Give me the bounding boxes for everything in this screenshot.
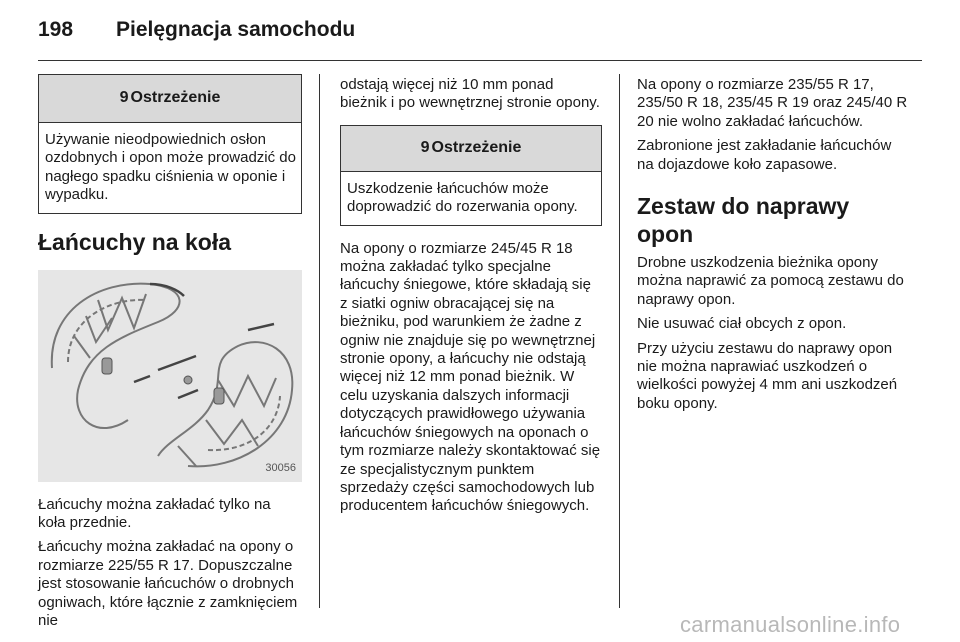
page-title: Pielęgnacja samochodu [116, 18, 356, 41]
page-header [38, 14, 922, 64]
paragraph: Nie usuwać ciał obcych z opon. [637, 315, 847, 333]
warning-text: Używanie nieodpowiednich osłon ozdobnych i opon może prowadzić do nagłego spadku ciśnienia w oponie i wypadku. [45, 131, 296, 204]
warning-title: Ostrzeżenie [130, 89, 221, 107]
paragraph: Na opony o rozmiarze 245/45 R 18 można zakładać tylko specjalne łańcuchy śniegowe, które składają się z siatki ogniw obracającej się na bieżniku, pod warunkiem że żadne z ogniw nie znajduje się po wewnętrznej stronie opony, a łańcuchy nie odstają więcej niż 12 mm ponad bieżnik. W celu uzyskania dalszych informacji dotyczących prawidłowego używania łańcuchów śniegowych na oponach o tym rozmiarze należy skontaktować się ze specjalistycznym punktem sprzedaży części samochodowych lub producentem łańcuchów śniegowych. [340, 239, 601, 515]
warning-triangle-icon: 9 [119, 89, 129, 107]
paragraph: Łańcuchy można zakładać na opony o rozmiarze 225/55 R 17. Dopuszczalne jest stosowanie łańcuchów o drobnych ogniwach, które łącznie z zamknięciem nie [38, 538, 298, 630]
figure-code: 30056 [265, 462, 296, 475]
section-heading-tyre-repair-kit: Zestaw do naprawy opon [637, 193, 850, 248]
warning-title: Ostrzeżenie [431, 139, 522, 157]
warning-box [340, 125, 602, 226]
column-3 [637, 76, 911, 419]
column-2 [340, 76, 602, 522]
paragraph: Drobne uszkodzenia bieżnika opony można naprawić za pomocą zestawu do naprawy opon. [637, 254, 904, 308]
column-divider-2 [619, 74, 620, 608]
snow-chains-illustration [38, 270, 302, 482]
paragraph: Łańcuchy można zakładać tylko na koła przednie. [38, 495, 271, 532]
section-heading-snow-chains: Łańcuchy na koła [38, 228, 232, 255]
column-divider-1 [319, 74, 320, 608]
warning-triangle-icon: 9 [420, 139, 430, 157]
header-divider [38, 60, 922, 61]
page-number: 198 [38, 18, 74, 41]
warning-header [341, 126, 601, 172]
paragraph: Przy użyciu zestawu do naprawy opon nie można naprawiać uszkodzeń o wielkości powyżej 4 mm ani uszkodzeń boku opony. [637, 339, 898, 412]
paragraph: Zabronione jest zakładanie łańcuchów na dojazdowe koło zapasowe. [637, 137, 892, 173]
paragraph: Na opony o rozmiarze 235/55 R 17, 235/50 R 18, 235/45 R 19 oraz 245/40 R 20 nie wolno zakładać łańcuchów. [637, 76, 908, 130]
watermark: carmanualsonline.info [680, 612, 901, 637]
snow-chain-drawing [38, 270, 302, 482]
warning-box [38, 74, 302, 214]
warning-header [39, 75, 301, 123]
column-1 [38, 74, 302, 636]
warning-text: Uszkodzenie łańcuchów może doprowadzić do rozerwania opony. [347, 179, 578, 216]
paragraph: odstają więcej niż 10 mm ponad bieżnik i po wewnętrznej stronie opony. [340, 76, 600, 112]
